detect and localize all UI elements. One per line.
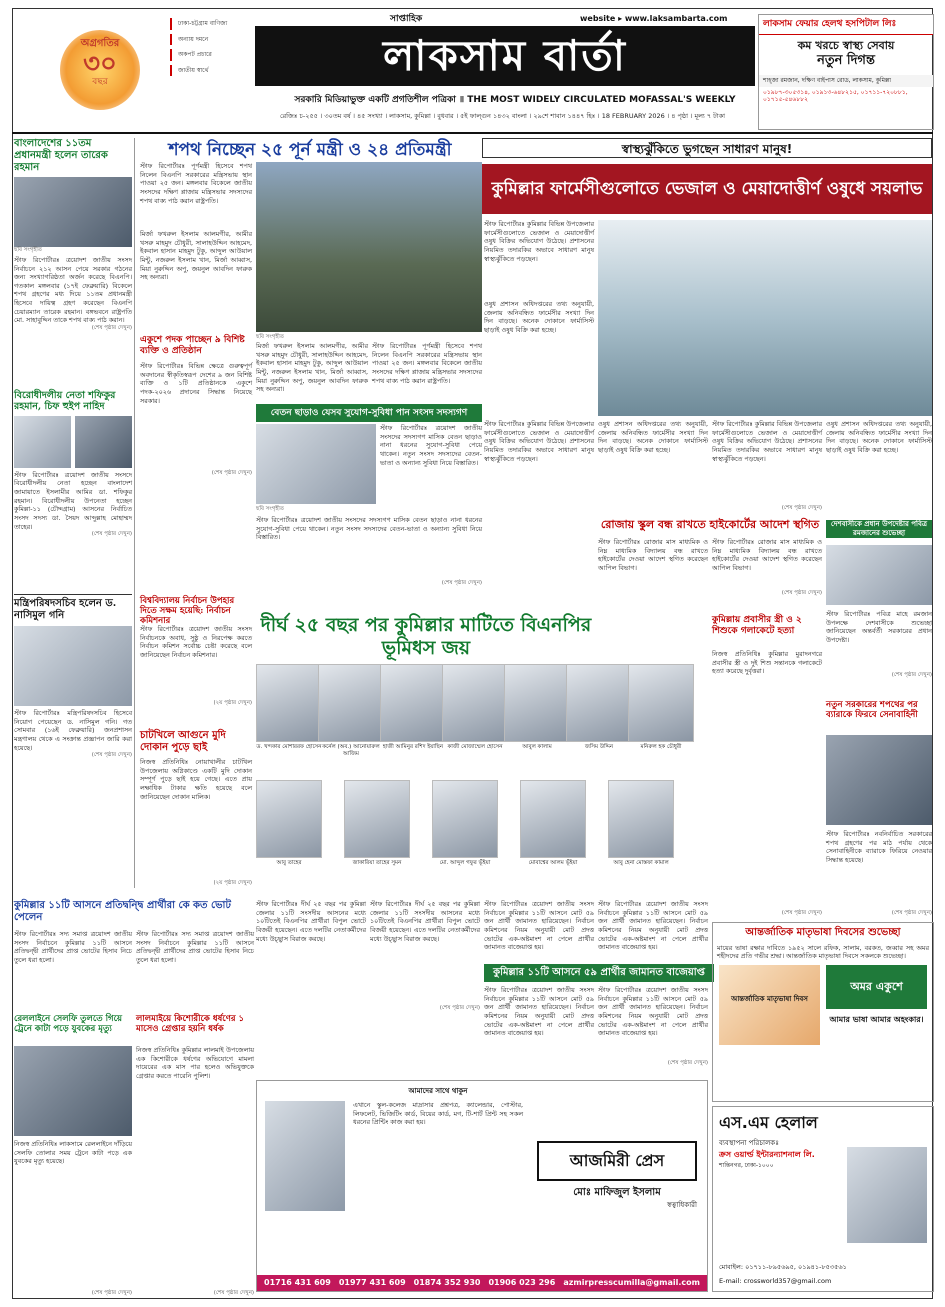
helal-phone[interactable]: মোবাইল: ০১৭১১-৮৯৫৬৯৫, ০১৯৪১-৮৫৩৫৬১	[719, 1262, 847, 1271]
amar-ekushe-badge: অমর একুশে	[826, 965, 927, 1009]
army-headline: নতুন সরকারের শপথের পর ব্যারাকে ফিরবে সেনাবাহিনী	[826, 700, 918, 721]
press-brand: আজমিরী প্রেস	[537, 1141, 697, 1181]
ekushe-padak-text: স্টাফ রিপোর্টারঃ বিভিন্ন ক্ষেত্রে গুরুত্বপূর্ণ অবদানের স্বীকৃতিস্বরূপ দেশের ৯ জন বিশিষ্ট ব্যক্তি ও ১টি প্রতিষ্ঠানকে একুশে পদক-২০২৬ প্রদানের সিদ্ধান্ত নিয়েছে সরকার।	[140, 362, 252, 405]
winner-name: আবু হেনা মোস্তফা কামাল	[613, 860, 669, 866]
winner-card	[256, 664, 322, 751]
ramadan-greeting-text: স্টাফ রিপোর্টারঃ পবিত্র মাহে রমজান উপলক্ষে দেশবাসীকে শুভেচ্ছা জানিয়েছেন অন্তর্বর্তী সরকারের প্রধান উপদেষ্টা।	[826, 610, 932, 644]
opposition-headline: বিরোধীদলীয় নেতা শফিকুর রহমান, চিফ হুইপ নাহিদ	[14, 389, 116, 413]
press-phone[interactable]: 01874 352 930	[413, 1278, 481, 1287]
hospital-ad-header: লাকসাম ফেয়ার হেলথ হসপিটাল লিঃ	[759, 15, 933, 35]
winner-name: হাজী আমিনুর রশিদ ইয়াছিন	[382, 744, 444, 750]
winner-card	[628, 664, 694, 751]
winner-photo	[256, 664, 322, 742]
winner-card	[318, 664, 384, 758]
press-email[interactable]: azmirpresscumilla@gmail.com	[563, 1278, 700, 1287]
deposit-forfeit-headline: কুমিল্লার ১১টি আসনে ৫৯ প্রার্থীর জামানত বাজেয়াপ্ত	[484, 964, 714, 982]
school-closure-headline: রোজায় স্কুল বন্ধ রাখতে হাইকোর্টের আদেশ স্থগিত	[600, 518, 820, 531]
winner-card	[256, 780, 322, 867]
language-day-headline: আন্তর্জাতিক মাতৃভাষা দিবসের শুভেচ্ছা	[745, 927, 901, 938]
oath-headline: শপথ নিচ্ছেন ২৫ পূর্ন মন্ত্রী ও ২৪ প্রতিমন্ত্রী	[168, 140, 452, 160]
winner-name: জাকারিয়া তাহের সুমন	[352, 860, 402, 866]
winner-card	[432, 780, 498, 867]
hospital-ad-line1: কম খরচে স্বাস্থ্য সেবায়	[797, 39, 895, 53]
bnp-landslide-continue[interactable]: (শেষ পৃষ্ঠার দেখুন)	[439, 1005, 480, 1011]
language-day-art	[713, 965, 933, 1045]
murder-text: নিজস্ব প্রতিনিধিঃ কুমিল্লার মুরাদনগরে প্রবাসীর স্ত্রী ও দুই শিশু সন্তানকে গলাকেটে হত্যা করেছে দুর্বৃত্তরা।	[712, 650, 822, 676]
winner-photo	[256, 780, 322, 858]
lalmai-headline: লালমাইয়ে কিশোরীকে ধর্ষণের ১ মাসেও গ্রেপ্তার হয়নি ধর্ষক	[136, 1014, 244, 1035]
masthead-tags	[170, 18, 250, 80]
deposit-forfeit-continue[interactable]: (শেষ পৃষ্ঠার দেখুন)	[667, 1060, 708, 1066]
oath-text: স্টাফ রিপোর্টারঃ পূর্ণমন্ত্রী হিসেবে শপথ নিলেন বিএনপি সরকারের মন্ত্রিসভায় স্থান পাওয়া ২৫ জন। মঙ্গলবার বিকেলে জাতীয় সংসদের দক্ষিণ প্লাজায় মন্ত্রিসভার সদস্যদের শপথ বাক্য পাঠ করান রাষ্ট্রপতি।	[140, 162, 252, 205]
selfie-train-continue[interactable]: (শেষ পৃষ্ঠার দেখুন)	[91, 1290, 132, 1296]
opposition-story-text: স্টাফ রিপোর্টারঃ ত্রয়োদশ জাতীয় সংসদে বিরোধীদলীয় নেতা হচ্ছেন বাংলাদেশ জামায়াতে ইসলামীর আমির ডা. শফিকুর রহমান। বিরোধীদলীয় উপনেতা হচ্ছেন কুমিল্লা-১১ (চৌদ্দগ্রাম) আসনের নির্বাচিত সংসদ সদস্য ডা. সৈয়দ আব্দুল্লাহ মোহাম্মদ তাহের।	[14, 470, 132, 531]
army-continue[interactable]: (শেষ পৃষ্ঠার দেখুন)	[891, 910, 932, 916]
winner-photo	[432, 780, 498, 858]
press-owner-photo	[265, 1101, 345, 1211]
masthead-tag: অন্যায় দমনে	[170, 34, 250, 46]
helal-email[interactable]: E-mail: crossworld357@gmail.com	[719, 1276, 832, 1285]
winner-name: জসিম উদ্দিন	[584, 744, 614, 750]
press-phone-bar	[257, 1275, 707, 1291]
language-day-box	[712, 922, 934, 1102]
mp-benefits-text: স্টাফ রিপোর্টারঃ ত্রয়োদশ জাতীয় সংসদের সদস্যগণ মাসিক বেতন ছাড়াও নানা ধরনের সুযোগ-সুবিধা পেয়ে থাকেন। নতুন সংসদ সদস্যদের বেতন-ভাতা ও অন্যান্য সুবিধা নিয়ে বিস্তারিত।	[380, 424, 482, 467]
winner-card	[608, 780, 674, 867]
opposition-leader-photo	[14, 416, 71, 468]
winner-photo	[566, 664, 632, 742]
pharmacy-text-6: ওষুধ প্রশাসন অধিদপ্তরের তথ্য অনুযায়ী, জেলায় অনিবন্ধিত ফার্মেসীর সংখ্যা দিন দিন বাড়ছে। অনেক দোকানে ফার্মাসিস্ট ছাড়াই ওষুধ বিক্রি করা হচ্ছে।	[826, 420, 932, 454]
pm-photo	[14, 177, 132, 247]
winner-photo	[442, 664, 508, 742]
winner-card	[566, 664, 632, 751]
winner-name: আবুল কালাম	[522, 744, 552, 750]
lalmai-text: নিজস্ব প্রতিনিধিঃ কুমিল্লার লালমাই উপজেলায় এক কিশোরীকে ধর্ষণের অভিযোগে মামলা দায়েরের এক মাস পার হলেও অভিযুক্তকে গ্রেপ্তার করতে পারেনি পুলিশ।	[136, 1046, 254, 1080]
selfie-train-headline: রেললাইনে সেলফি তুলতে গিয়ে ট্রেনে কাটা পড়ে যুবকের মৃত্যু	[14, 1014, 123, 1035]
helal-name: এস.এম হেলাল	[719, 1113, 818, 1132]
badge-bottom-text: বছর	[92, 76, 108, 87]
fire-continue[interactable]: (২য় পৃষ্ঠার দেখুন)	[213, 880, 252, 886]
deposit-forfeit-text-2: স্টাফ রিপোর্টারঃ ত্রয়োদশ জাতীয় সংসদ নির্বাচনে কুমিল্লার ১১টি আসনে মোট ৫৯ জন প্রার্থী জামানত হারিয়েছেন। নির্বাচন কমিশনের নিয়ম অনুযায়ী মোট প্রদত্ত ভোটের এক-অষ্টমাংশ না পেলে প্রার্থীর জামানত বাজেয়াপ্ত হয়।	[598, 986, 708, 1038]
newspaper-title: লাকসাম বার্তা	[255, 26, 755, 86]
winner-name: কাজী মোজাম্মেল হোসেন	[447, 744, 503, 750]
ramadan-greeting-headline: দেশবাসীকে প্রধান উপদেষ্টার পবিত্র রমজানের শুভেচ্ছা	[826, 520, 932, 538]
selfie-train-text: নিজস্ব প্রতিনিধিঃ লাকসামে রেললাইনে দাঁড়িয়ে সেলফি তোলার সময় ট্রেনে কাটা পড়ে এক যুবকের মৃত্যু হয়েছে।	[14, 1140, 132, 1166]
winners-row-2	[256, 780, 716, 890]
winner-name: মোবাশ্বের আলম ভূঁইয়া	[528, 860, 578, 866]
election-commission-text: স্টাফ রিপোর্টারঃ ত্রয়োদশ জাতীয় সংসদ নির্বাচনকে অবাধ, সুষ্ঠু ও নিরপেক্ষ করতে নির্বাচন কমিশন সর্বোচ্চ চেষ্টা করেছে বলে জানিয়েছেন নির্বাচন কমিশনার।	[140, 625, 252, 659]
masthead-kicker: সাপ্তাহিক	[390, 14, 423, 24]
pm-story-text: স্টাফ রিপোর্টারঃ ত্রয়োদশ জাতীয় সংসদ নির্বাচনে ২১২ আসন পেয়ে সরকার গঠনের জন্য সংখ্যাগরিষ্ঠতা অর্জন করেছে বিএনপি। গতকাল মঙ্গলবার (১৭ই ফেব্রুয়ারি) বিকেলে শপথ গ্রহণের মধ্য দিয়ে ১১তম প্রধানমন্ত্রী হিসেবে দায়িত্ব গ্রহণ করেছেন বিএনপি চেয়ারম্যান তারেক রহমান। বঙ্গভবনে রাষ্ট্রপতি মো. সাহাবুদ্দিন তাকে শপথ বাক্য পাঠ করান।	[14, 255, 132, 325]
chief-whip-photo	[75, 416, 132, 468]
pm-headline: বাংলাদেশের ১১তম প্রধানমন্ত্রী হলেন তারেক রহমান	[14, 138, 108, 173]
winner-name: কর্নেল (অব.) আনোয়ারুল আজিম	[322, 744, 380, 757]
parliament-photo-caption: ছবি সংগৃহীত	[256, 506, 284, 512]
mp-benefits-headline: বেতন ছাড়াও যেসব সুযোগ-সুবিধা পান সংসদ সদস্যগণ	[256, 404, 482, 422]
winner-photo	[608, 780, 674, 858]
murder-headline: কুমিল্লায় প্রবাসীর স্ত্রী ও ২ শিশুকে গলাকেটে হত্যা	[712, 615, 802, 636]
mp-benefits-text-2: স্টাফ রিপোর্টারঃ ত্রয়োদশ জাতীয় সংসদের সদস্যগণ মাসিক বেতন ছাড়াও নানা ধরনের সুযোগ-সুবিধা পেয়ে থাকেন। নতুন সংসদ সদস্যদের বেতন-ভাতা ও অন্যান্য সুবিধা নিয়ে বিস্তারিত।	[256, 516, 482, 542]
pharmacy-headline: কুমিল্লার ফার্মেসীগুলোতে ভেজাল ও মেয়াদোত্তীর্ণ ওষুধে সয়লাভ	[482, 164, 932, 214]
language-slogan-box	[826, 965, 927, 1045]
press-phone[interactable]: 01906 023 296	[488, 1278, 556, 1287]
deposit-forfeit-text: স্টাফ রিপোর্টারঃ ত্রয়োদশ জাতীয় সংসদ নির্বাচনে কুমিল্লার ১১টি আসনে মোট ৫৯ জন প্রার্থী জামানত হারিয়েছেন। নির্বাচন কমিশনের নিয়ম অনুযায়ী মোট প্রদত্ত ভোটের এক-অষ্টমাংশ না পেলে প্রার্থীর জামানত বাজেয়াপ্ত হয়।	[484, 986, 594, 1038]
winner-photo	[504, 664, 570, 742]
pharmacy-text-5: স্টাফ রিপোর্টারঃ কুমিল্লার বিভিন্ন উপজেলার ফার্মেসীগুলোতে ভেজাল ও মেয়াদোত্তীর্ণ ওষুধ বিক্রির অভিযোগ উঠেছে। প্রশাসনের নিয়মিত তদারকির অভাবে সাধারণ মানুষ স্বাস্থ্যঝুঁকিতে পড়ছেন।	[712, 420, 822, 463]
winner-name: আবু তাহের	[276, 860, 302, 866]
anniversary-badge	[60, 30, 140, 110]
selfie-train-photo	[14, 1046, 132, 1136]
vote-count-text-2: স্টাফ রিপোর্টারঃ সদ্য সমাপ্ত ত্রয়োদশ জাতীয় সংসদ নির্বাচনে কুমিল্লার ১১টি আসনে প্রতিদ্বন্দ্বী প্রার্থীদের প্রাপ্ত ভোটের হিসাব নিচে তুলে ধরা হলো।	[136, 930, 254, 964]
winner-photo	[520, 780, 586, 858]
oath-text-2: মির্জা ফখরুল ইসলাম আলমগীর, আমীর খসরু মাহমুদ চৌধুরী, সালাহউদ্দিন আহমেদ, ইকবাল হাসান মাহমুদ টুকু, আব্দুল আউয়াল মিন্টু, নজরুল ইসলাম খান, মির্জা আব্বাস, মিয়া নুরুদ্দিন অপু, জয়নুল আবদিন ফারুক সহ অন্যরা।	[140, 230, 252, 282]
fire-text: নিজস্ব প্রতিনিধিঃ নোয়াখালীর চাটখিল উপজেলায় অগ্নিকাণ্ডে একটি মুদি দোকান সম্পূর্ণ পুড়ে ছাই হয়ে গেছে। এতে প্রায় লক্ষাধিক টাকার ক্ষতি হয়েছে বলে জানিয়েছেন দোকান মালিক।	[140, 758, 252, 801]
mother-language-art: আন্তর্জাতিক মাতৃভাষা দিবস	[719, 965, 820, 1045]
army-text: স্টাফ রিপোর্টারঃ নবনির্বাচিত সরকারের শপথ গ্রহণের পর মাঠ পর্যায় থেকে সেনাবাহিনীকে ব্যারাকে ফিরিয়ে নেওয়ার সিদ্ধান্ত হয়েছে।	[826, 830, 932, 864]
language-day-text: মায়ের ভাষা রক্ষার দাবিতে ১৯৫২ সালে রফিক, সালাম, বরকত, জব্বার সহ অমর শহীদদের প্রতি গভীর শ্রদ্ধা। আন্তর্জাতিক মাতৃভাষা দিবসে সকলকে শুভেচ্ছা।	[717, 943, 929, 961]
pharmacy-continue[interactable]: (শেষ পৃষ্ঠার দেখুন)	[781, 505, 822, 511]
army-chief-photo	[826, 735, 932, 825]
helal-role: ব্যবস্থাপনা পরিচালকঃ	[719, 1139, 779, 1147]
ramadan-greeting-continue[interactable]: (শেষ পৃষ্ঠার দেখুন)	[891, 672, 932, 678]
oath-names-2: স্টাফ রিপোর্টারঃ পূর্ণমন্ত্রী হিসেবে শপথ নিলেন বিএনপি সরকারের মন্ত্রিসভায় স্থান পাওয়া ২৫ জন। মঙ্গলবার বিকেলে জাতীয় সংসদের দক্ষিণ প্লাজায় মন্ত্রিসভার সদস্যদের শপথ বাক্য পাঠ করান রাষ্ট্রপতি।	[372, 342, 482, 385]
winner-photo	[380, 664, 446, 742]
cabinet-secretary-headline: মন্ত্রিপরিষদসচিব হলেন ড. নাসিমুল গনি	[14, 598, 117, 622]
pharmacy-text-4: ওষুধ প্রশাসন অধিদপ্তরের তথ্য অনুযায়ী, জেলায় অনিবন্ধিত ফার্মেসীর সংখ্যা দিন দিন বাড়ছে। অনেক দোকানে ফার্মাসিস্ট ছাড়াই ওষুধ বিক্রি করা হচ্ছে।	[598, 420, 708, 454]
pharmacy-text-2: ওষুধ প্রশাসন অধিদপ্তরের তথ্য অনুযায়ী, জেলায় অনিবন্ধিত ফার্মেসীর সংখ্যা দিন দিন বাড়ছে। অনেক দোকানে ফার্মাসিস্ট ছাড়াই ওষুধ বিক্রি করা হচ্ছে।	[484, 300, 594, 334]
vote-count-headline: কুমিল্লার ১১টি আসনে প্রতিদ্বন্দ্বি প্রার্থীরা কে কত ভোট পেলেন	[14, 900, 231, 923]
ekushe-padak-continue[interactable]: (শেষ পৃষ্ঠার দেখুন)	[211, 470, 252, 476]
school-closure-text-2: স্টাফ রিপোর্টারঃ রোজার মাস মাধ্যমিক ও নিম্ন মাধ্যমিক বিদ্যালয় বন্ধ রাখতে হাইকোর্টের দেওয়া আদেশ স্থগিত করেছেন আপিল বিভাগ।	[712, 538, 822, 572]
hospital-ad-line2: নতুন দিগন্ত	[817, 53, 875, 68]
school-closure-text: স্টাফ রিপোর্টারঃ রোজার মাস মাধ্যমিক ও নিম্ন মাধ্যমিক বিদ্যালয় বন্ধ রাখতে হাইকোর্টের দেওয়া আদেশ স্থগিত করেছেন আপিল বিভাগ।	[598, 538, 708, 572]
pm-photo-caption: ছবি সংগৃহীত	[14, 247, 42, 253]
cabinet-secretary-continue[interactable]: (শেষ পৃষ্ঠার দেখুন)	[91, 752, 132, 759]
helal-company: ক্রস ওয়ার্ল্ড ইন্টারন্যাশনাল লি.	[719, 1149, 815, 1159]
bnp-landslide-text: স্টাফ রিপোর্টারঃ দীর্ঘ ২৫ বছর পর কুমিল্লা জেলার ১১টি সংসদীয় আসনের মধ্যে ১০টিতেই বিএনপির প্রার্থীরা বিপুল ভোটে বিজয়ী হয়েছেন। এতে দলটির নেতাকর্মীদের মধ্যে উচ্ছ্বাস বিরাজ করছে।	[256, 900, 366, 943]
oath-names-1: মির্জা ফখরুল ইসলাম আলমগীর, আমীর খসরু মাহমুদ চৌধুরী, সালাহউদ্দিন আহমেদ, ইকবাল হাসান মাহমুদ টুকু, আব্দুল আউয়াল মিন্টু, নজরুল ইসলাম খান, মির্জা আব্বাস, মিয়া নুরুদ্দিন অপু, জয়নুল আবদিন ফারুক সহ অন্যরা।	[256, 342, 368, 394]
winner-card	[344, 780, 410, 867]
masthead-tag: অকপট প্রচারে	[170, 49, 250, 61]
dateline: রেজিঃ চ-২৫৫ । ৩০তম বর্ষ । ৪৫ সংখ্যা । লাকসাম, কুমিল্লা । বুধবার । ৫ই ফাল্গুন ১৪৩২ বাংলা । ২৯শে শাবান ১৪৪৭ হিঃ । 18 FEBRUARY 2026 । ৪ পৃষ্ঠা । মূল্য ৭ টাকা	[279, 112, 726, 120]
election-commission-headline: বিশ্ববিদ্যালয় নির্বাচন উপহার দিতে সক্ষম হয়েছি: নির্বাচন কমিশনার	[140, 596, 235, 627]
deposit-forfeit-text-top: স্টাফ রিপোর্টারঃ ত্রয়োদশ জাতীয় সংসদ নির্বাচনে কুমিল্লার ১১টি আসনে মোট ৫৯ জন প্রার্থী জামানত হারিয়েছেন। নির্বাচন কমিশনের নিয়ম অনুযায়ী মোট প্রদত্ত ভোটের এক-অষ্টমাংশ না পেলে প্রার্থীর জামানত বাজেয়াপ্ত হয়।	[484, 900, 594, 952]
column-divider	[134, 138, 135, 888]
election-commission-continue[interactable]: (২য় পৃষ্ঠার দেখুন)	[213, 700, 252, 706]
parliament-photo	[256, 424, 376, 504]
winner-photo	[628, 664, 694, 742]
winners-row-1	[256, 664, 696, 774]
cabinet-secretary-text: স্টাফ রিপোর্টারঃ মন্ত্রিপরিষদসচিব হিসেবে নিয়োগ পেয়েছেন ড. নাসিমুল গনি। গত সোমবার (১৬ই ফেব্রুয়ারি) জনপ্রশাসন মন্ত্রণালয় থেকে এ সংক্রান্ত প্রজ্ঞাপন জারি করা হয়েছে।	[14, 709, 132, 752]
chief-adviser-photo	[826, 545, 932, 605]
helal-photo	[847, 1147, 927, 1243]
press-phone[interactable]: 01716 431 609	[264, 1278, 331, 1287]
winner-photo	[344, 780, 410, 858]
language-slogan: আমার ভাষা আমার অহংকার।	[829, 1014, 924, 1024]
opposition-photos	[14, 416, 132, 468]
press-ad-header: আমাদের সাথে থাকুন	[408, 1087, 468, 1095]
cabinet-secretary-photo	[14, 626, 132, 706]
hospital-ad-phones: ০১৯৮৭-৩০৫৩১৪, ০১৯১৩-৬৪৮২১৫, ০১৭১১-৭২০৮৮১, ০১৭১৫-৫৪৬৮৮২	[763, 88, 908, 104]
murder-continue[interactable]: (শেষ পৃষ্ঠার দেখুন)	[781, 910, 822, 916]
press-services-text: এখানে স্কুল-কলেজ মাদ্রাসার প্রশ্নপত্র, ক্যালেন্ডার, পোস্টার, লিফলেট, ভিজিটিং কার্ড, বিয়ের কার্ড, মগ, টি-শার্ট প্রিন্ট সহ সকল ধরনের প্রিন্টিং কাজ করা হয়।	[353, 1101, 523, 1127]
school-closure-continue[interactable]: (শেষ পৃষ্ঠার দেখুন)	[781, 590, 822, 596]
hospital-ad-address: শাহ্জা রমজান, দক্ষিণ বাইপাস রোড, লাকসাম, কুমিল্লা	[759, 75, 933, 87]
press-ad	[256, 1080, 708, 1292]
press-phone[interactable]: 01977 431 609	[338, 1278, 406, 1287]
badge-top-text: অগ্রগতির	[80, 38, 120, 49]
mp-benefits-continue[interactable]: (শেষ পৃষ্ঠার দেখুন)	[441, 580, 482, 586]
winner-name: মনিরুল হক চৌধুরী	[640, 744, 682, 750]
winner-name: মো. আব্দুল গফুর ভূঁইয়া	[439, 860, 491, 866]
press-owner-name: মোঃ মাফিজুল ইসলাম	[573, 1187, 661, 1198]
pharmacy-shelf-photo	[598, 220, 932, 416]
winner-card	[380, 664, 446, 751]
left-column	[14, 138, 132, 759]
bnp-landslide-headline: দীর্ঘ ২৫ বছর পর কুমিল্লার মাটিতে বিএনপির ভূমিধস জয়	[260, 614, 592, 659]
deposit-forfeit-text-top-2: স্টাফ রিপোর্টারঃ ত্রয়োদশ জাতীয় সংসদ নির্বাচনে কুমিল্লার ১১টি আসনে মোট ৫৯ জন প্রার্থী জামানত হারিয়েছেন। নির্বাচন কমিশনের নিয়ম অনুযায়ী মোট প্রদত্ত ভোটের এক-অষ্টমাংশ না পেলে প্রার্থীর জামানত বাজেয়াপ্ত হয়।	[598, 900, 708, 952]
bnp-landslide-text-2: স্টাফ রিপোর্টারঃ দীর্ঘ ২৫ বছর পর কুমিল্লা জেলার ১১টি সংসদীয় আসনের মধ্যে ১০টিতেই বিএনপির প্রার্থীরা বিপুল ভোটে বিজয়ী হয়েছেন। এতে দলটির নেতাকর্মীদের মধ্যে উচ্ছ্বাস বিরাজ করছে।	[370, 900, 480, 943]
vote-count-text: স্টাফ রিপোর্টারঃ সদ্য সমাপ্ত ত্রয়োদশ জাতীয় সংসদ নির্বাচনে কুমিল্লার ১১টি আসনে প্রতিদ্বন্দ্বী প্রার্থীদের প্রাপ্ত ভোটের হিসাব নিচে তুলে ধরা হলো।	[14, 930, 132, 964]
oath-photo-caption: ছবি সংগৃহীত	[256, 334, 284, 340]
winner-card	[504, 664, 570, 751]
winner-photo	[318, 664, 384, 742]
hospital-ad	[758, 14, 934, 130]
masthead-rule	[12, 132, 933, 134]
pm-story-continue[interactable]: (শেষ পৃষ্ঠার দেখুন)	[91, 325, 132, 331]
helal-ad	[712, 1106, 934, 1292]
right-column-top	[826, 420, 932, 516]
masthead-tag: জাতীয় স্বার্থে	[170, 65, 250, 77]
masthead-tag: ঢাকা-চট্টগ্রাম বাণিজ্য	[170, 18, 250, 30]
website-link[interactable]: website ▸ www.laksambarta.com	[580, 14, 728, 23]
health-risk-strap: স্বাস্থ্যঝুঁকিতে ভুগছেন সাধারণ মানুষ!	[482, 138, 932, 158]
oath-photo	[256, 162, 482, 332]
lalmai-continue[interactable]: (শেষ পৃষ্ঠার দেখুন)	[213, 1290, 254, 1296]
helal-address: শান্তিনগর, ঢাকা-১০০০	[719, 1161, 774, 1169]
pharmacy-text-3: স্টাফ রিপোর্টারঃ কুমিল্লার বিভিন্ন উপজেলার ফার্মেসীগুলোতে ভেজাল ও মেয়াদোত্তীর্ণ ওষুধ বিক্রির অভিযোগ উঠেছে। প্রশাসনের নিয়মিত তদারকির অভাবে সাধারণ মানুষ স্বাস্থ্যঝুঁকিতে পড়ছেন।	[484, 420, 594, 463]
winner-card	[520, 780, 586, 867]
opposition-story-continue[interactable]: (শেষ পৃষ্ঠার দেখুন)	[91, 531, 132, 538]
ekushe-padak-headline: একুশে পদক পাচ্ছেন ৯ বিশিষ্ট ব্যক্তি ও প্রতিষ্ঠান	[140, 335, 245, 356]
badge-number: ৩০	[83, 48, 117, 79]
pharmacy-text: স্টাফ রিপোর্টারঃ কুমিল্লার বিভিন্ন উপজেলার ফার্মেসীগুলোতে ভেজাল ও মেয়াদোত্তীর্ণ ওষুধ বিক্রির অভিযোগ উঠেছে। প্রশাসনের নিয়মিত তদারকির অভাবে সাধারণ মানুষ স্বাস্থ্যঝুঁকিতে পড়ছেন।	[484, 220, 594, 263]
masthead-tagline: সরকারি মিডিয়াভুক্ত একটি প্রগতিশীল পত্রিকা ॥ THE MOST WIDELY CIRCULATED MOFASSAL'S WEEKLY	[294, 95, 736, 105]
winner-name: ড. খন্দকার মোশাররফ হোসেন	[256, 744, 322, 750]
press-owner-role: স্বত্বাধিকারী	[667, 1201, 697, 1209]
fire-headline: চাটখিলে আগুনে মুদি দোকান পুড়ে ছাই	[140, 730, 226, 753]
winner-card	[442, 664, 508, 751]
